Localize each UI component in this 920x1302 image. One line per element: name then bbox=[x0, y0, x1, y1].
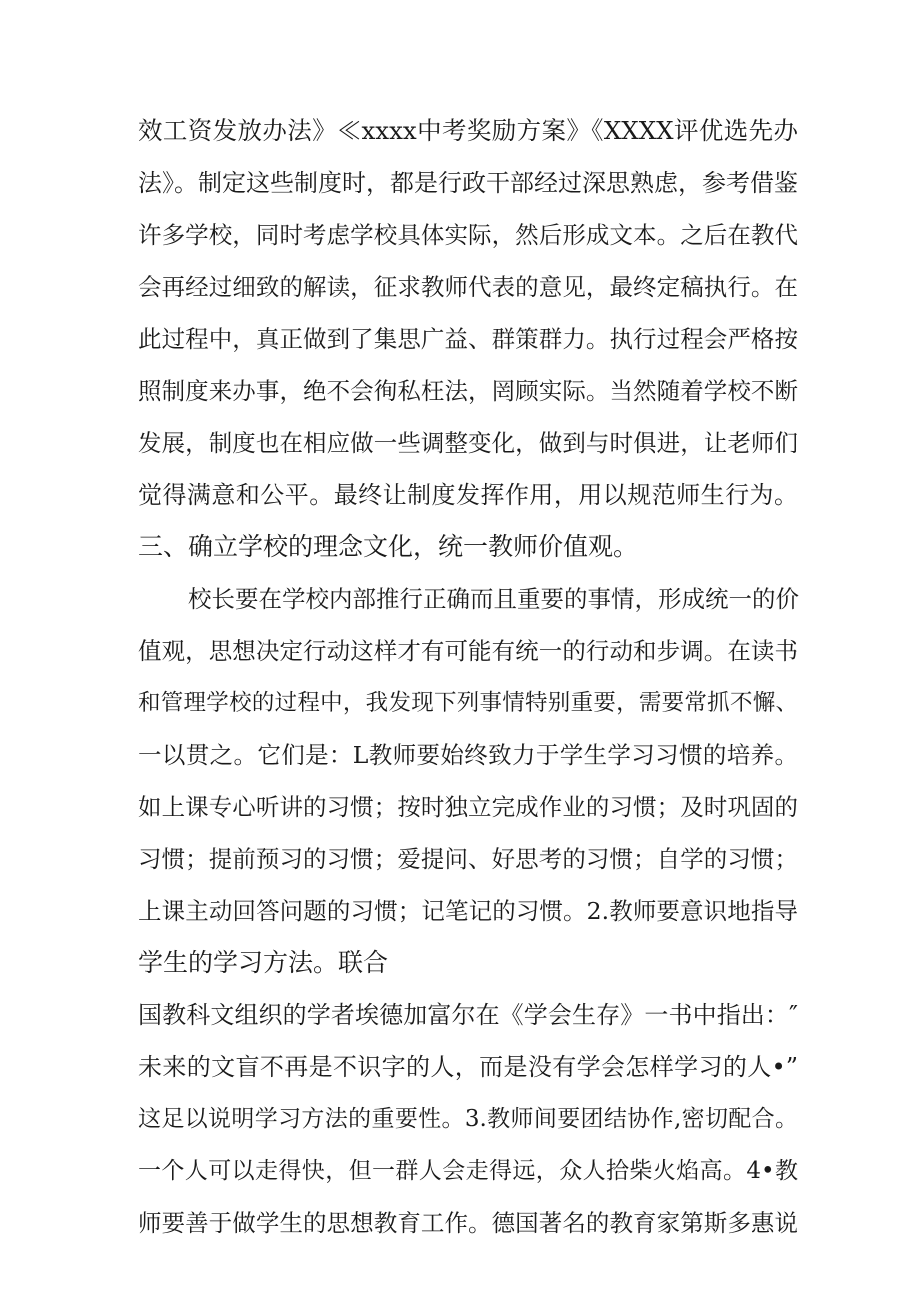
text-line-22: 师要善于做学生的思想教育工作。德国著名的教育家第斯多惠说 bbox=[138, 1209, 798, 1237]
text-line-6: 照制度来办事，绝不会徇私枉法，罔顾实际。当然随着学校不断 bbox=[138, 377, 798, 405]
text-line-20: 这足以说明学习方法的重要性。3.教师间要团结协作,密切配合。 bbox=[138, 1106, 798, 1132]
text-line-1: 效工资发放办法》≪xxxx中考奖励方案》《XXXX评优选先办 bbox=[138, 116, 798, 145]
text-line-14: 如上课专心听讲的习惯；按时独立完成作业的习惯；及时巩固的 bbox=[138, 793, 798, 821]
text-line-4: 会再经过细致的解读，征求教师代表的意见，最终定稿执行。在 bbox=[138, 273, 798, 301]
text-line-13: 一以贯之。它们是：L教师要始终致力于学生学习习惯的培养。 bbox=[138, 741, 798, 769]
text-line-17: 学生的学习方法。联合 bbox=[138, 948, 389, 977]
text-line-12: 和管理学校的过程中，我发现下列事情特别重要，需要常抓不懈、 bbox=[138, 690, 798, 716]
section-heading: 三、确立学校的理念文化，统一教师价值观。 bbox=[138, 532, 639, 561]
text-line-8: 觉得满意和公平。最终让制度发挥作用，用以规范师生行为。 bbox=[138, 481, 798, 509]
text-line-16: 上课主动回答问题的习惯；记笔记的习惯。2.教师要意识地指导 bbox=[138, 897, 798, 925]
text-line-21: 一个人可以走得快，但一群人会走得远，众人拾柴火焰高。4•教 bbox=[138, 1158, 798, 1184]
text-line-18: 国教科文组织的学者埃德加富尔在《学会生存》一书中指出：″ bbox=[138, 1001, 798, 1029]
text-line-5: 此过程中，真正做到了集思广益、群策群力。执行过程会严格按 bbox=[138, 325, 798, 353]
text-line-11: 值观，思想决定行动这样才有可能有统一的行动和步调。在读书 bbox=[138, 637, 798, 665]
text-line-2: 法》。制定这些制度时，都是行政干部经过深思熟虑，参考借鉴 bbox=[138, 169, 798, 197]
text-line-19: 未来的文盲不再是不识字的人，而是没有学会怎样学习的人•” bbox=[138, 1053, 798, 1081]
text-line-15: 习惯；提前预习的习惯；爱提问、好思考的习惯；自学的习惯； bbox=[138, 845, 798, 873]
text-line-10: 校长要在学校内部推行正确而且重要的事情，形成统一的价 bbox=[188, 585, 799, 613]
text-line-3: 许多学校，同时考虑学校具体实际，然后形成文本。之后在教代 bbox=[138, 221, 798, 249]
text-line-7: 发展，制度也在相应做一些调整变化，做到与时俱进，让老师们 bbox=[138, 429, 798, 457]
